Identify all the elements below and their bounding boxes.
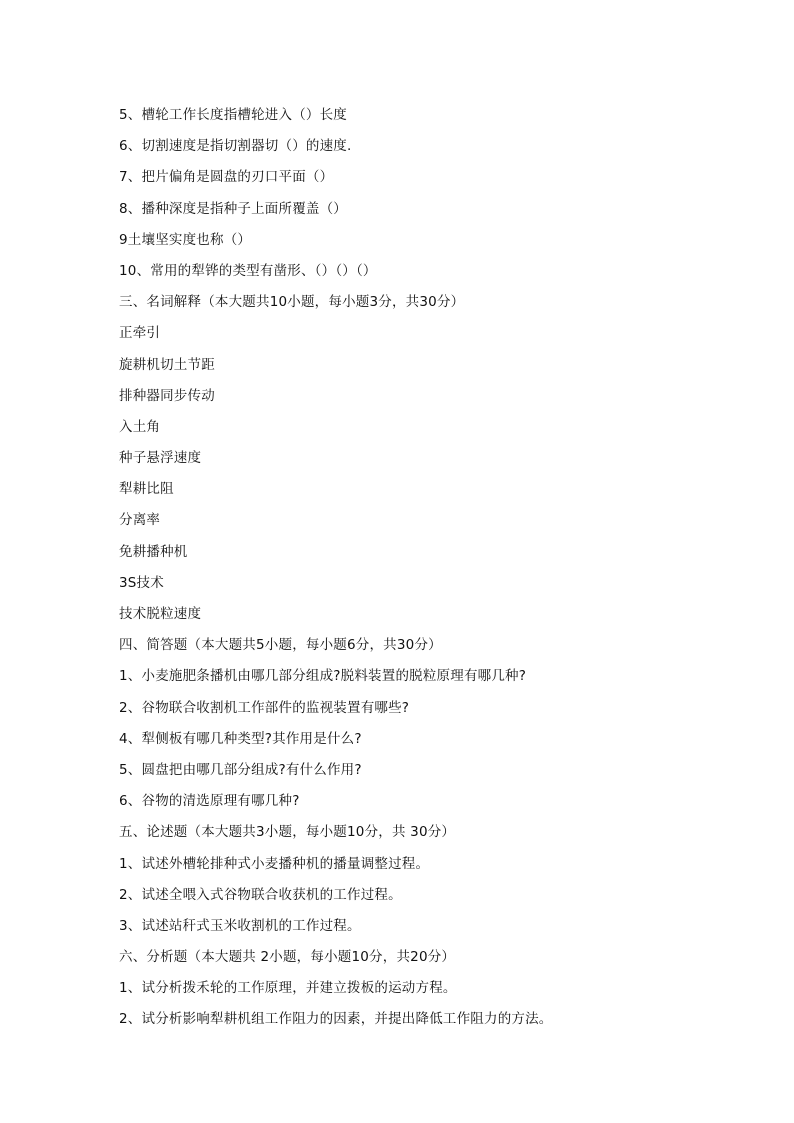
section-heading-short-answer: 四、简答题（本大题共5小题，每小题6分，共30分） [119, 637, 442, 654]
essay-question-2: 2、试述全喂入式谷物联合收获机的工作过程。 [119, 886, 402, 903]
fill-blank-question-5: 5、槽轮工作长度指槽轮进入（）长度 [119, 107, 347, 123]
short-answer-question-5: 5、圆盘把由哪几部分组成?有什么作用? [119, 761, 362, 778]
term-item: 旋耕机切土节距 [119, 356, 215, 373]
fill-blank-question-10: 10、常用的犁铧的类型有凿形、（）（）（） [119, 262, 377, 279]
term-item: 3S技术 [119, 574, 164, 591]
term-item: 种子悬浮速度 [119, 450, 202, 467]
short-answer-question-1: 1、小麦施肥条播机由哪几部分组成?脱料装置的脱粒原理有哪几种? [119, 668, 527, 685]
fill-blank-question-7: 7、把片偏角是圆盘的刃口平面（） [119, 169, 334, 186]
fill-blank-question-6: 6、切割速度是指切割器切（）的速度. [119, 138, 352, 155]
term-item: 正牵引 [119, 325, 161, 342]
short-answer-question-2: 2、谷物联合收割机工作部件的监视装置有哪些? [119, 699, 410, 716]
essay-question-1: 1、试述外槽轮排种式小麦播种机的播量调整过程。 [119, 855, 430, 872]
term-item: 入土角 [119, 418, 161, 435]
term-item: 免耕播种机 [119, 543, 188, 560]
short-answer-question-4: 4、犁侧板有哪几种类型?其作用是什么? [119, 730, 362, 747]
term-item: 分离率 [119, 512, 161, 529]
section-heading-analysis: 六、分析题（本大题共 2小题，每小题10分，共20分） [119, 949, 456, 966]
term-item: 犁耕比阻 [119, 481, 174, 498]
section-heading-essay: 五、论述题（本大题共3小题，每小题10分，共 30分） [119, 824, 456, 841]
document-body [119, 100, 759, 1036]
term-item: 技术脱粒速度 [119, 606, 202, 622]
fill-blank-question-8: 8、播种深度是指种子上面所覆盖（） [119, 200, 347, 217]
fill-blank-question-9: 9土壤坚实度也称（） [119, 231, 252, 248]
analysis-question-1: 1、试分析拨禾轮的工作原理，并建立拨板的运动方程。 [119, 980, 457, 997]
analysis-question-2: 2、试分析影响犁耕机组工作阻力的因素，并提出降低工作阻力的方法。 [119, 1011, 553, 1028]
short-answer-question-6: 6、谷物的清选原理有哪几种? [119, 793, 300, 810]
term-item: 排种器同步传动 [119, 387, 215, 404]
essay-question-3: 3、试述站秆式玉米收割机的工作过程。 [119, 917, 361, 934]
section-heading-term-explanation: 三、名词解释（本大题共10小题，每小题3分，共30分） [119, 294, 465, 311]
